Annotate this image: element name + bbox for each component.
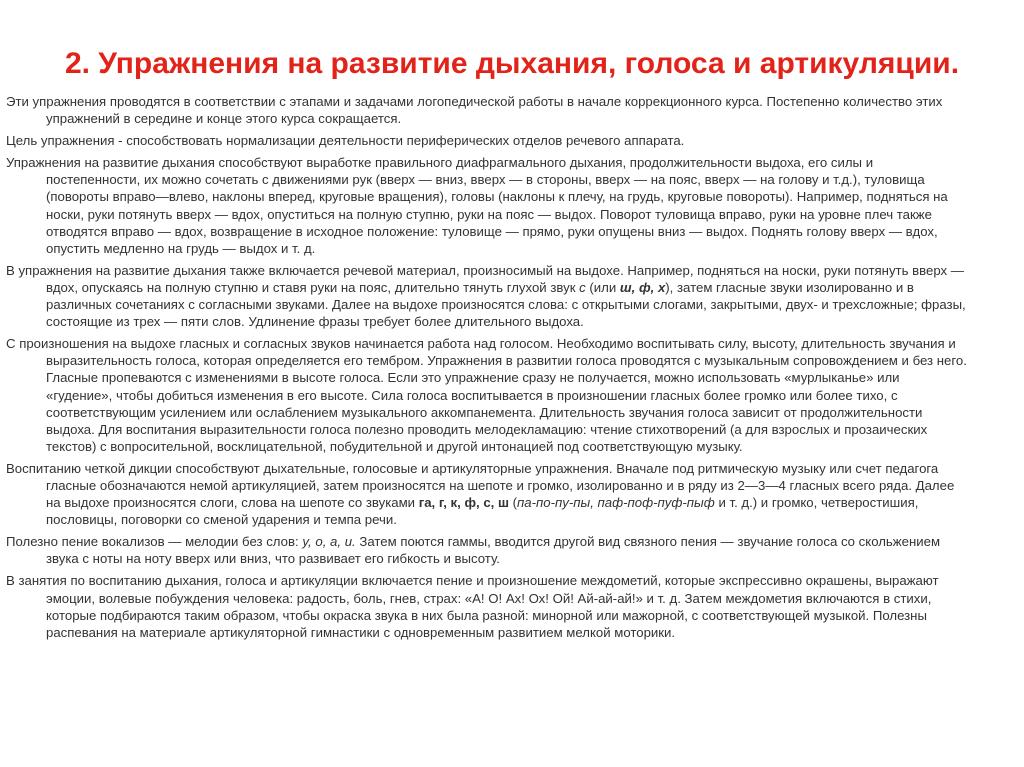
paragraph-voice: С произношения на выдохе гласных и согласных звуков начинается работа над голосом. Необходимо воспитывать силу, высоту, длительность звучания и выразительность голоса, которая определяется его тембром. Упражнения в развитии голоса проводятся с музыкальным сопровождением и без него. Гласные пропеваются с изменениями в высоте голоса. Если это упражнение сразу не получается, можно использовать «мурлыканье» или «гудение», чтобы добиться изменения в его высоте. Сила голоса воспитывается в произношении гласных более громко или более тихо, с соответствующим усилением или ослаблением музыкального аккомпанемента. Длительность звучания голоса зависит от продолжительности выдоха. Для воспитания выразительности голоса полезно проводить мелодекламацию: чтение стихотворений (а для взрослых и прозаических текстов) с вопросительной, восклицательной, побудительной и другой интонацией под соответствующую музыку. [6,336,967,454]
paragraph-goal: Цель упражнения - способствовать нормализации деятельности периферических отделов речевого аппарата. [6,133,685,149]
syllable-example: га, г, к, ф, с, ш [418,495,509,511]
sound-example: ш, ф, х [619,279,666,295]
vowel-example: у, о, а, и. [302,534,356,550]
paragraph-diction [6,460,968,528]
text-fragment: Затем поются гаммы, вводится другой вид связного пения — звучание голоса со скольжением звука с ноты на ноту вверх или вниз, что развивает его гибкость и высоту. [46,534,941,567]
paragraph-breathing: Упражнения на развитие дыхания способствуют выработке правильного диафрагмального дыхания, продолжительности выдоха, его силы и постепенности, их можно сочетать с движениями рук (вверх — вниз, вверх — в стороны, вверх — на пояс, вверх — на голову и т.д.), туловища (повороты вправо—влево, наклоны вперед, круговые вращения), головы (наклоны к плечу, на грудь, круговые повороты). Например, подняться на носки, руки потянуть вверх — вдох, опуститься на полную ступню, руки на пояс — выдох. Поворот туловища вправо, руки на уровне плеч также отводятся вправо — вдох, возвращение в исходное положение: туловище — прямо, руки опущены вниз — выдох. Поднять голову вверх — вдох, опустить медленно на грудь — выдох и т. д. [6,155,948,256]
paragraph-intro: Эти упражнения проводятся в соответствии с этапами и задачами логопедической работы в начале коррекционного курса. Постепенно количество этих упражнений в середине и конце этого курса сокращается. [6,94,943,127]
slide-body [6,93,968,646]
text-fragment: ( [508,495,518,511]
text-fragment: ), затем гласные звуки изолированно и в различных сочетаниях с согласными звуками. Далее на выдохе произносятся слова: с открытыми слогами, закрытыми, двух- и трехсложные; фразы, состоящие из трех — пяти слов. Удлинение фразы требует более длительного выдоха. [46,279,966,330]
slide-title: 2. Упражнения на развитие дыхания, голоса и артикуляции. [64,47,960,80]
paragraph-vocalise [6,533,968,567]
text-fragment: Воспитанию четкой дикции способствуют дыхательные, голосовые и артикуляторные упражнения. Вначале под ритмическую музыку или счет педагога гласные обозначаются немой артикуляцией, затем произносятся на шепоте и громко, изолированно и в ряду из 2—3—4 гласных всего ряда. Далее на выдохе произносятся слоги, слова на шепоте со звуками [6,460,955,511]
paragraph-interjections: В занятия по воспитанию дыхания, голоса и артикуляции включается пение и произношение междометий, которые экспрессивно окрашены, выражают эмоции, волевые побуждения человека: радость, боль, гнев, страх: «А! О! Ах! Ох! Ой! Ай-ай-ай!» и т. д. Затем междометия включаются в стихи, которые подбираются таким образом, чтобы окраска звука в них была разной: минорной или мажорной, с соответствующей музыкой. Полезны распевания на материале артикуляторной гимнастики с одновременным развитием мелкой моторики. [6,573,939,640]
text-fragment: и т. д.) и громко, четверостишия, пословицы, поговорки со сменой ударения и темпа речи. [46,495,919,528]
text-fragment: (или [585,279,620,295]
syllable-example: па-по-пу-пы, паф-поф-пуф-пыф [517,495,715,511]
text-fragment: Полезно пение вокализов — мелодии без слов: [6,534,303,550]
text-fragment: В упражнения на развитие дыхания также включается речевой материал, произносимый на выдохе. Например, подняться на носки, руки потянуть вверх — вдох, опускаясь на полную ступню и ставя руки на пояс, длительно тянуть глухой звук [6,262,964,295]
paragraph-speech-material [6,262,968,330]
sound-example: с [579,279,586,295]
